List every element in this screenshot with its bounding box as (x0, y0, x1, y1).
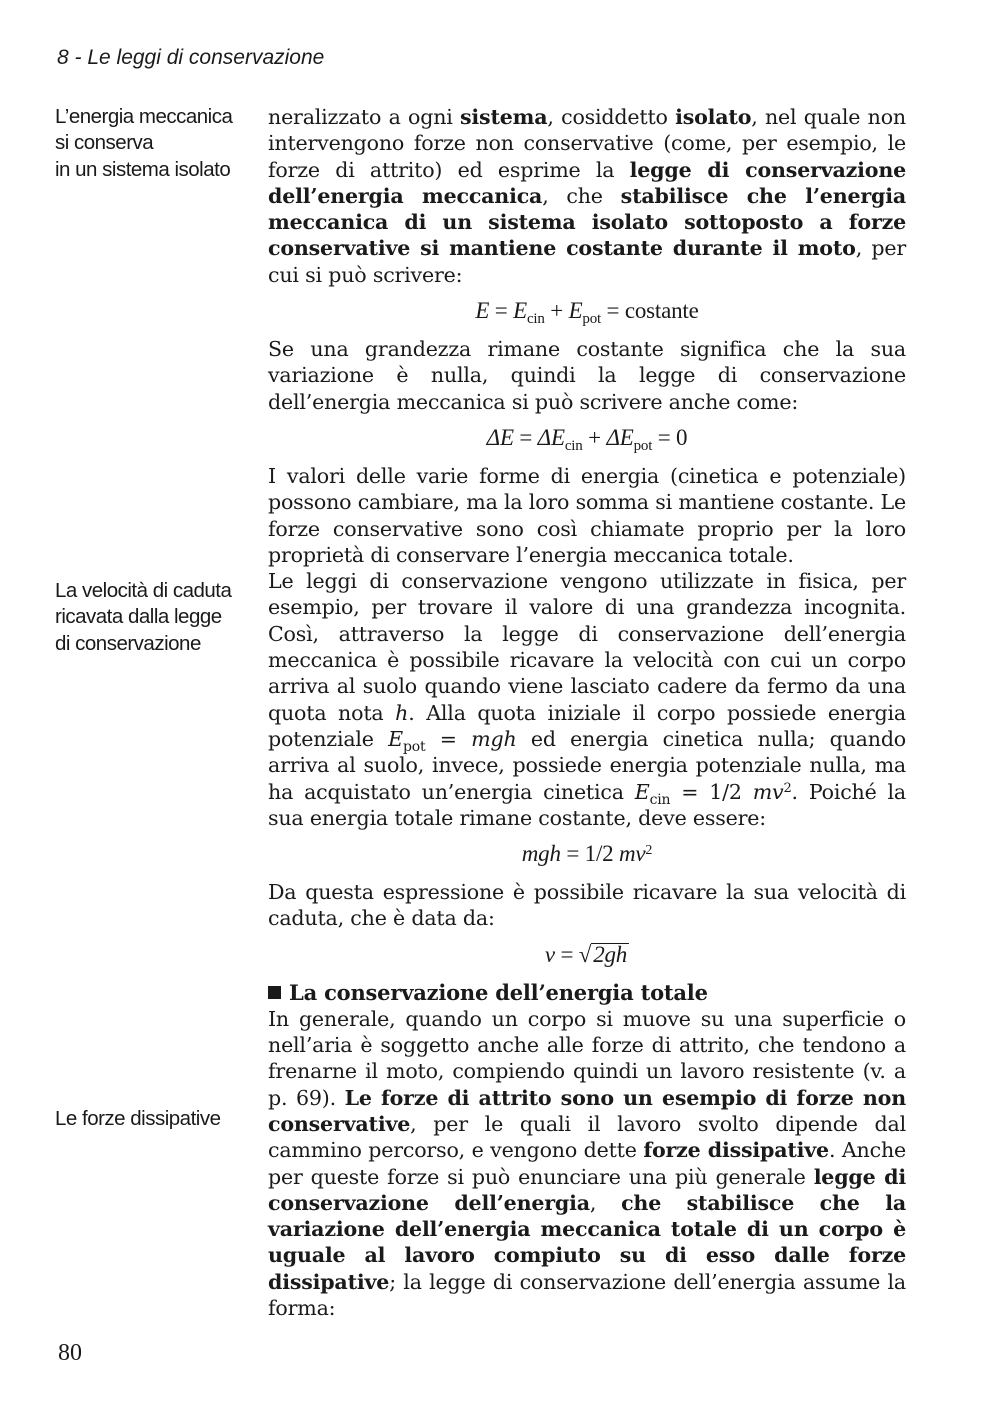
margin-note-line: di conservazione (55, 631, 201, 655)
margin-note-line: ricavata dalla legge (55, 605, 222, 629)
paragraph-2: Se una grandezza rimane costante significa che la sua variazione è nulla, quindi la legge di conservazione dell’energia meccanica si può scrivere anche come: (268, 337, 906, 414)
margin-note-line: Le forze dissipative (55, 1107, 221, 1130)
margin-note-forze-dissipative (55, 1106, 260, 1132)
formula-delta-energy: $\Delta E = \Delta E_{cin} + \Delta E_{pot} = 0$ (486, 424, 688, 454)
margin-note-line: si conserva (55, 131, 154, 155)
formula-energy-constant: $E = E_{cin} + E_{pot}$ = costante (475, 298, 699, 328)
square-bullet-icon (268, 986, 281, 999)
paragraph-1: neralizzato a ogni sistema, cosiddetto isolato, nel quale non intervengono forze non conservative (come, per esempio, le forze di attrito) ed esprime la legge di conservazione dell’energia meccanica, che stabilisce che l’energia meccanica di un sistema isolato sottoposto a forze conservative si mantiene costante durante il moto, per cui si può scrivere: (268, 105, 906, 287)
margin-note-velocita-caduta (55, 578, 260, 657)
running-header: 8 - Le leggi di conservazione (57, 46, 325, 69)
margin-note-line: in un sistema isolato (55, 157, 231, 181)
margin-note-line: La velocità di caduta (55, 579, 232, 602)
sqrt-symbol: √ (578, 941, 592, 967)
paragraph-4: Le leggi di conservazione vengono utilizzate in fisica, per esempio, per trovare il valore di una grandezza incognita. Così, attraverso la legge di conservazione dell’energia meccanica è possibile ricavare la velocità con cui un corpo arriva al suolo quando viene lasciato cadere da fermo da una quota nota h. Alla quota iniziale il corpo possiede energia potenziale $E_{pot}$ = mgh ed energia cinetica nulla; quando arriva al suolo, invece, possiede energia potenziale nulla, ma ha acquistato un’energia cinetica $E_{cin} = 1/2$ $mv^2$. Poiché la sua energia totale rimane costante, deve essere: (268, 569, 907, 830)
margin-note-energia-meccanica (55, 104, 260, 183)
formula-velocity: v = √2gh (544, 941, 628, 967)
margin-note-line: L’energia meccanica (55, 105, 233, 128)
paragraph-5: Da questa espressione è possibile ricavare la sua velocità di caduta, che è data da: (268, 880, 906, 931)
page-number: 80 (58, 1340, 82, 1366)
radicand: 2gh (593, 941, 628, 967)
paragraph-6: In generale, quando un corpo si muove su una superficie o nell’aria è soggetto anche alle forze di attrito, che tendono a frenarne il moto, compiendo quindi un lavoro resistente (v. a p. 69). Le forze di attrito sono un esempio di forze non conservative, per le quali il lavoro svolto dipende dal cammino percorso, e vengono dette forze dissipative. Anche per queste forze si può enunciare una più generale legge di conservazione dell’energia, che stabilisce che la variazione dell’energia meccanica totale di un corpo è uguale al lavoro compiuto su di esso dalle forze dissipative; la legge di conservazione dell’energia assume la forma: (268, 1006, 906, 1320)
section-title: La conservazione dell’energia totale (268, 980, 906, 1006)
paragraph-3: I valori delle varie forme di energia (cinetica e potenziale) possono cambiare, ma la loro somma si mantiene costante. Le forze conservative sono così chiamate proprio per la loro proprietà di conservare l’energia meccanica totale. (268, 463, 906, 567)
main-text-column (268, 104, 906, 1321)
formula-mgh: mgh = 1/2 $mv^2$ (521, 841, 653, 867)
